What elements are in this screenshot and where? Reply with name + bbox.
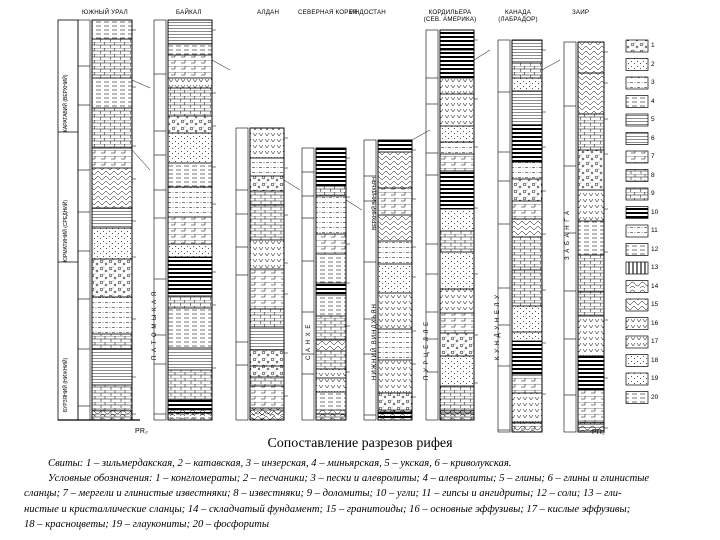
lithology-layer: [250, 158, 284, 176]
lithology-layer: [168, 133, 212, 163]
caption-line-5: 18 – красноцветы; 19 – глаукониты; 20 – фосфориты: [24, 518, 270, 530]
legend-swatch: [626, 392, 648, 404]
legend-swatch: [626, 133, 648, 145]
suite-strip: [236, 128, 248, 420]
correlation-line: [132, 150, 150, 170]
lithology-layer: [316, 351, 346, 369]
lithology-layer: [316, 295, 346, 316]
lithology-layer: [440, 333, 474, 356]
lithology-layer: [168, 163, 212, 187]
basement-layer: [168, 410, 212, 420]
lithology-layer: [440, 231, 474, 252]
lithology-layer: [168, 257, 212, 296]
lithology-layer: [512, 237, 542, 270]
label-katanga: З А Б А Н Г А: [565, 209, 571, 260]
lithology-layer: [250, 128, 284, 158]
lithology-layer: [316, 316, 346, 340]
lithology-layer: [250, 191, 284, 205]
lithology-layer: [250, 309, 284, 327]
lithology-layer: [168, 308, 212, 348]
lithology-layer: [168, 44, 212, 55]
correlation-line: [412, 130, 430, 140]
lithology-layer: [316, 254, 346, 283]
lithology-layer: [578, 73, 604, 114]
lithology-layer: [512, 219, 542, 237]
label-karatau: КАРАТАВИЙ (ВЕРХНИЙ): [63, 74, 69, 132]
caption-line-1: Свиты: 1 – зильмердакская, 2 – катавская, 3 – инзерская, 4 – миньярская, 5 – укская, 6 – криволукская.: [48, 458, 512, 469]
lithology-layer: [440, 252, 474, 289]
diagram-caption: [24, 456, 714, 532]
lithology-layer: [92, 148, 132, 168]
lithology-layer: [92, 78, 132, 108]
legend-swatch: [626, 96, 648, 108]
legend-swatch: [626, 355, 648, 367]
caption-line-4: нистые и кристаллические сланцы; 14 – складчатый фундамент; 15 – гранитоиды; 16 – основные эффузивы; 17 – кислые эффузивы;: [24, 503, 631, 515]
lithology-layer: [378, 393, 412, 412]
lithology-layer: [168, 78, 212, 88]
legend-number: 1: [651, 42, 655, 49]
label-vindhya-upper: ВЕРХНИЙ ВИНДХЬЯН: [372, 177, 378, 230]
header-north-china: СЕВЕРНАЯ КОРЕЯ: [298, 9, 358, 16]
lithology-layer: [168, 187, 212, 217]
caption-line-3: сланцы; 7 – мергели и глинистые известняки; 8 – известняки; 9 – доломиты; 10 – угли; 11 – гипсы и ангидриты; 12 – соли; 13 – гли-: [24, 488, 622, 500]
legend-swatch: [626, 170, 648, 182]
lithology-layer: [512, 40, 542, 63]
legend-swatch: [626, 114, 648, 126]
label-belt: П У Р Ц Е Л Л Е: [424, 320, 430, 380]
lithology-layer: [512, 306, 542, 332]
legend-swatch: [626, 207, 648, 219]
legend-swatch: [626, 40, 648, 52]
lithology-layer: [440, 289, 474, 313]
header-south-ural: ЮЖНЫЙ УРАЛ: [82, 9, 128, 16]
legend-swatch: [626, 77, 648, 89]
label-patom: П А Т О М Ы К А Я: [152, 290, 158, 360]
legend-number: 7: [651, 153, 655, 160]
lithology-layer: [440, 154, 474, 171]
lithology-layer: [316, 234, 346, 254]
lithology-layer: [250, 350, 284, 366]
legend-swatch: [626, 151, 648, 163]
lithology-layer: [440, 30, 474, 50]
legend: [626, 40, 648, 404]
lithology-layer: [316, 369, 346, 378]
lithology-layer: [512, 162, 542, 179]
lithology-layer: [578, 292, 604, 316]
label-burzyan: БУРЗЯНИЙ (НИЖНИЙ): [63, 357, 69, 412]
base-label-left: PR₂: [135, 428, 149, 435]
basement-layer: [440, 410, 474, 420]
lithology-layer: [512, 341, 542, 375]
legend-number: 13: [651, 264, 659, 271]
lithology-layer: [168, 296, 212, 308]
lithology-layer: [92, 108, 132, 148]
lithology-layer: [578, 356, 604, 390]
lithology-layer: [92, 259, 132, 297]
label-kundu: К У Н Д У Н Е Л У: [495, 294, 501, 360]
caption-line-2: Условные обозначения: 1 – конгломераты; 2 – песчаники; 3 – пески и алевролиты; 4 – алевролиты; 5 – глины; 6 – глины и глинистые: [48, 473, 650, 485]
suite-strip: [154, 20, 166, 420]
lithology-layer: [512, 125, 542, 162]
lithology-layer: [378, 215, 412, 241]
correlation-line: [212, 60, 230, 70]
lithology-layer: [168, 116, 212, 133]
lithology-layer: [92, 208, 132, 228]
lithology-layer: [92, 349, 132, 385]
lithology-layer: [92, 39, 132, 78]
legend-number: 19: [651, 375, 659, 382]
basement-layer: [316, 410, 346, 420]
legend-swatch: [626, 281, 648, 293]
lithology-layer: [378, 360, 412, 393]
suite-strip: [302, 148, 314, 420]
lithology-layer: [440, 313, 474, 333]
lithology-layer: [378, 293, 412, 329]
legend-swatch: [626, 299, 648, 311]
lithology-layer: [578, 221, 604, 255]
legend-swatch: [626, 225, 648, 237]
lithology-layer: [578, 190, 604, 221]
lithology-layer: [512, 179, 542, 201]
lithology-layer: [440, 171, 474, 209]
diagram-title: Сопоставление разрезов рифея: [267, 436, 453, 451]
legend-number: 18: [651, 356, 659, 364]
legend-number: 5: [651, 116, 655, 123]
lithology-layer: [168, 55, 212, 78]
legend-number: 6: [651, 134, 655, 142]
lithology-layer: [92, 334, 132, 349]
lithology-layer: [250, 386, 284, 408]
lithology-layer: [378, 329, 412, 360]
base-label-right: PR₂: [592, 429, 606, 436]
legend-number: 11: [651, 227, 658, 234]
lithology-layer: [512, 375, 542, 393]
basement-layer: [250, 410, 284, 420]
correlation-line: [284, 180, 300, 190]
legend-swatch: [626, 188, 648, 200]
lithology-layer: [378, 241, 412, 264]
lithology-layer: [92, 168, 132, 208]
lithology-layer: [378, 140, 412, 152]
legend-number: 17: [651, 338, 659, 345]
lithology-layer: [578, 390, 604, 423]
lithology-layer: [512, 91, 542, 125]
legend-number: 8: [651, 171, 655, 179]
label-vindhya-lower: НИЖНИЙ ВИНДХЬЯН: [372, 303, 378, 380]
lithology-layer: [440, 94, 474, 126]
correlation-line: [346, 200, 362, 210]
legend-swatch: [626, 59, 648, 71]
lithology-layer: [316, 283, 346, 295]
lithology-layer: [378, 264, 412, 293]
lithology-layer: [512, 332, 542, 341]
lithology-layer: [440, 209, 474, 231]
header-aldan: АЛДАН: [257, 9, 280, 16]
lithology-layer: [250, 377, 284, 386]
basement-layer: [512, 422, 542, 432]
lithology-layer: [316, 340, 346, 351]
lithology-layer: [250, 366, 284, 377]
lithology-layer: [168, 88, 212, 116]
lithology-layer: [378, 152, 412, 188]
label-yurmatin: ЮРМАТИНИЙ (СРЕДНИЙ): [63, 199, 69, 262]
correlation-line: [542, 60, 560, 70]
header-zaire: ЗАИР: [572, 9, 590, 16]
lithology-layer: [578, 42, 604, 73]
lithology-layer: [578, 316, 604, 356]
lithology-layer: [578, 255, 604, 292]
lithology-layer: [168, 217, 212, 244]
lithology-layer: [250, 176, 284, 191]
lithology-layer: [440, 356, 474, 386]
suite-strip: [78, 20, 90, 420]
lithology-layer: [440, 142, 474, 154]
lithology-layer: [316, 196, 346, 234]
legend-number: 15: [651, 301, 659, 308]
lithology-layer: [316, 186, 346, 196]
lithology-layer: [578, 114, 604, 150]
lithology-layer: [168, 348, 212, 370]
lithology-layer: [512, 270, 542, 306]
lithology-layer: [92, 297, 132, 334]
lithology-layer: [440, 126, 474, 142]
legend-number: 9: [651, 190, 655, 197]
lithology-layer: [250, 205, 284, 240]
legend-number: 3: [651, 79, 655, 86]
header-canada: КАНАДА (ЛАБРАДОР): [498, 9, 538, 23]
header-baikal: БАЙКАЛ: [176, 9, 202, 16]
lithology-layer: [168, 20, 212, 44]
legend-swatch: [626, 318, 648, 330]
legend-number: 20: [651, 393, 659, 401]
legend-number: 14: [651, 282, 659, 290]
lithology-layer: [512, 393, 542, 423]
lithology-layer: [578, 150, 604, 190]
basement-layer: [92, 410, 132, 420]
lithology-layer: [378, 188, 412, 215]
legend-swatch: [626, 373, 648, 385]
lithology-layer: [512, 63, 542, 78]
header-cordillera: КОРДИЛЬЕРА (СЕВ. АМЕРИКА): [423, 9, 477, 23]
basement-layer: [378, 410, 412, 420]
lithology-layer: [316, 148, 346, 186]
lithology-layer: [440, 78, 474, 94]
legend-number: 4: [651, 97, 655, 105]
lithology-layer: [250, 269, 284, 309]
header-hindustan: ИНДОСТАН: [350, 9, 386, 16]
lithology-layer: [316, 378, 346, 392]
lithology-layer: [512, 78, 542, 91]
legend-number: 10: [651, 208, 659, 216]
lithology-layer: [512, 201, 542, 219]
legend-number: 12: [651, 245, 659, 253]
lithology-layer: [440, 50, 474, 78]
legend-swatch: [626, 336, 648, 348]
lithology-layer: [250, 327, 284, 350]
lithology-layer: [168, 244, 212, 257]
suite-strip: [498, 40, 510, 432]
lithology-layer: [440, 386, 474, 413]
legend-number: 2: [651, 60, 655, 68]
legend-swatch: [626, 262, 648, 274]
legend-swatch: [626, 244, 648, 256]
lithology-layer: [92, 228, 132, 259]
lithology-layer: [92, 20, 132, 39]
lithology-layer: [168, 370, 212, 400]
label-sankhe: С А Н Х Е: [306, 323, 312, 360]
lithology-layer: [250, 240, 284, 269]
legend-number: 16: [651, 319, 659, 327]
correlation-line: [474, 50, 490, 60]
